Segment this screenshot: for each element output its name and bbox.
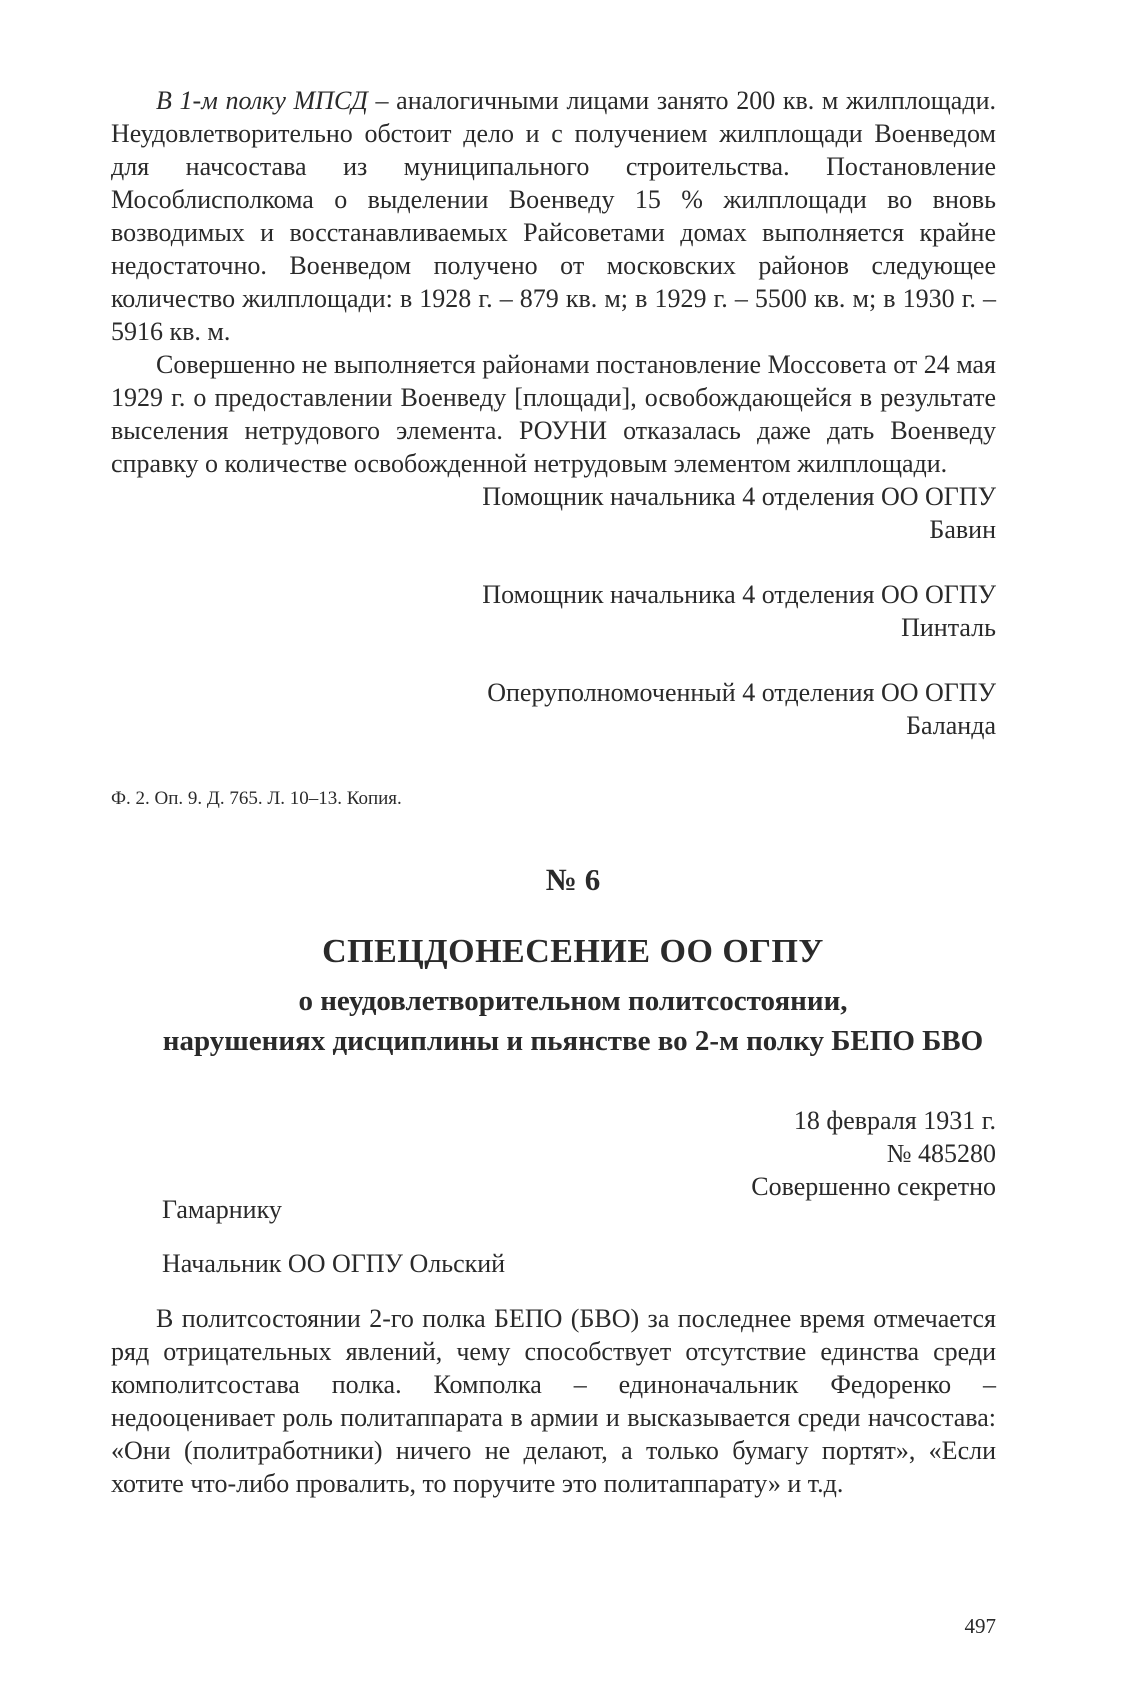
addressee: Гамарнику xyxy=(162,1195,282,1224)
document-subtitle-line-2: нарушениях дисциплины и пьянстве во 2-м полку БЕПО БВО xyxy=(162,1025,984,1057)
signature-position: Помощник начальника 4 отделения ОО ОГПУ xyxy=(482,580,996,609)
archive-source-reference: Ф. 2. Оп. 9. Д. 765. Л. 10–13. Копия. xyxy=(111,788,402,809)
signature-position: Оперуполномоченный 4 отделения ОО ОГПУ xyxy=(487,678,996,707)
report-body-text: В политсостоянии 2-го полка БЕПО (БВО) за последнее время отмечается ряд отрицательных явлений, чему способствует отсутствие единства среди комполитсостава полка. Комполка – единоначальник Федоренко – недооценивает роль политаппарата в армии и высказывается среди начсостава: «Они (политработники) ничего не делают, а только бумагу портят», «Если хотите что-либо провалить, то поручите это политаппарату» и т.д. xyxy=(111,1304,996,1498)
document-reg-number: № 485280 xyxy=(886,1139,996,1168)
sender: Начальник ОО ОГПУ Ольский xyxy=(162,1249,506,1278)
document-classification: Совершенно секретно xyxy=(751,1172,996,1201)
signature-name: Бавин xyxy=(929,515,996,544)
paragraph-1-lead: В 1-м полку МПСД xyxy=(156,86,368,115)
report-body xyxy=(111,1302,996,1500)
paragraph-1 xyxy=(111,84,996,348)
signature-block-3 xyxy=(487,676,996,742)
document-date: 18 февраля 1931 г. xyxy=(793,1106,996,1135)
signature-name: Баланда xyxy=(906,711,996,740)
document-number: № 6 xyxy=(545,862,601,897)
signature-block-1 xyxy=(482,480,996,546)
signature-position: Помощник начальника 4 отделения ОО ОГПУ xyxy=(482,482,996,511)
signature-name: Пинталь xyxy=(901,613,996,642)
document-title: СПЕЦДОНЕСЕНИЕ ОО ОГПУ xyxy=(322,933,824,970)
signature-block-2 xyxy=(482,578,996,644)
document-subtitle-line-1: о неудовлетворительном политсостоянии, xyxy=(298,985,848,1017)
document-meta xyxy=(751,1104,996,1203)
paragraph-2 xyxy=(111,348,996,480)
paragraph-2-text: Совершенно не выполняется районами постановление Моссовета от 24 мая 1929 г. о предоставлении Военведу [площади], освобождающейся в результате выселения нетрудового элемента. РОУНИ отказалась даже дать Военведу справку о количестве освобожденной нетрудовым элементом жилплощади. xyxy=(111,350,996,478)
paragraph-1-text: – аналогичными лицами занято 200 кв. м жилплощади. Неудовлетворительно обстоит дело и с получением жилплощади Военведом для начсостава из муниципального строительства. Постановление Мособлисполкома о выделении Военведу 15 % жилплощади во вновь возводимых и восстанавливаемых Райсоветами домах выполняется крайне недостаточно. Военведом получено от московских районов следующее количество жилплощади: в 1928 г. – 879 кв. м; в 1929 г. – 5500 кв. м; в 1930 г. – 5916 кв. м. xyxy=(111,86,996,346)
page-number: 497 xyxy=(964,1614,996,1638)
